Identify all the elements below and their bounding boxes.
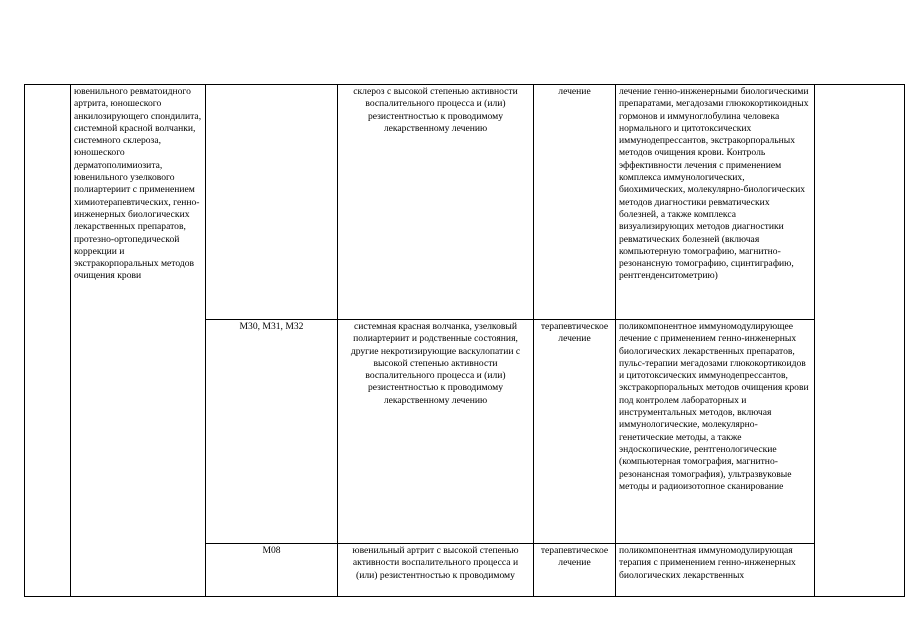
- treatment-method-cell: поликомпонентное иммуномодулирующее лечение с применением генно-инженерных биологических лекарственных препаратов, пульс-терапии мегадозами глюкокортикоидов и цитотоксических иммунодепрессантов, экстракорпоральных методов очищения крови под контролем лабораторных и инструментальных методов, включая иммунологические, молекулярно-генетические методы, а также эндоскопические, рентгенологические (компьютерная томография, магнитно-резонансная томография), ультразвуковые методы и радиоизотопное сканирование: [616, 320, 815, 544]
- treatment-methods-table: [24, 84, 905, 597]
- treatment-method-cell: поликомпонентная иммуномодулирующая терапия с применением генно-инженерных биологических лекарственных: [616, 544, 815, 597]
- patient-model-cell: системная красная волчанка, узелковый полиартериит и родственные состояния, другие некротизирующие васкулопатии с высокой степенью активности воспалительного процесса и (или) резистентностью к проводимому лекарственному лечению: [338, 320, 534, 544]
- treatment-method-cell: лечение генно-инженерными биологическими препаратами, мегадозами глюкокортикоидных гормонов и иммуноглобулина человека нормального и цитотоксических иммунодепрессантов, экстракорпоральных методов очищения крови. Контроль эффективности лечения с применением комплекса иммунологических, биохимических, молекулярно-биологических методов диагностики ревматических болезней, а также комплекса визуализирующих методов диагностики ревматических болезней (включая компьютерную томографию, магнитно-резонансную томографию, сцинтиграфию, рентгенденситометрию): [616, 85, 815, 320]
- patient-model-cell: ювенильный артрит с высокой степенью активности воспалительного процесса и (или) резистентностью к проводимому: [338, 544, 534, 597]
- icd-code-cell: M30, M31, M32: [206, 320, 338, 544]
- patient-model-cell: склероз с высокой степенью активности воспалительного процесса и (или) резистентностью к проводимому лекарственному лечению: [338, 85, 534, 320]
- care-type-text: ювенильного ревматоидного артрита, юношеского анкилозирующего спондилита, системной красной волчанки, системного склероза, юношеского дерматополимиозита, ювенильного узелкового полиартериит с применением химиотерапевтических, генно-инженерных биологических лекарственных препаратов, протезно-ортопедической коррекции и экстракорпоральных методов очищения крови: [74, 86, 202, 282]
- treatment-type-cell: терапевтическое лечение: [534, 544, 616, 597]
- treatment-type-cell: лечение: [534, 85, 616, 320]
- icd-code-cell: [206, 85, 338, 320]
- icd-code-cell: M08: [206, 544, 338, 597]
- care-type-cell: [71, 85, 206, 597]
- cost-cell: [815, 85, 905, 597]
- row-number-cell: [25, 85, 71, 597]
- treatment-type-cell: терапевтическое лечение: [534, 320, 616, 544]
- table-row: [25, 85, 905, 320]
